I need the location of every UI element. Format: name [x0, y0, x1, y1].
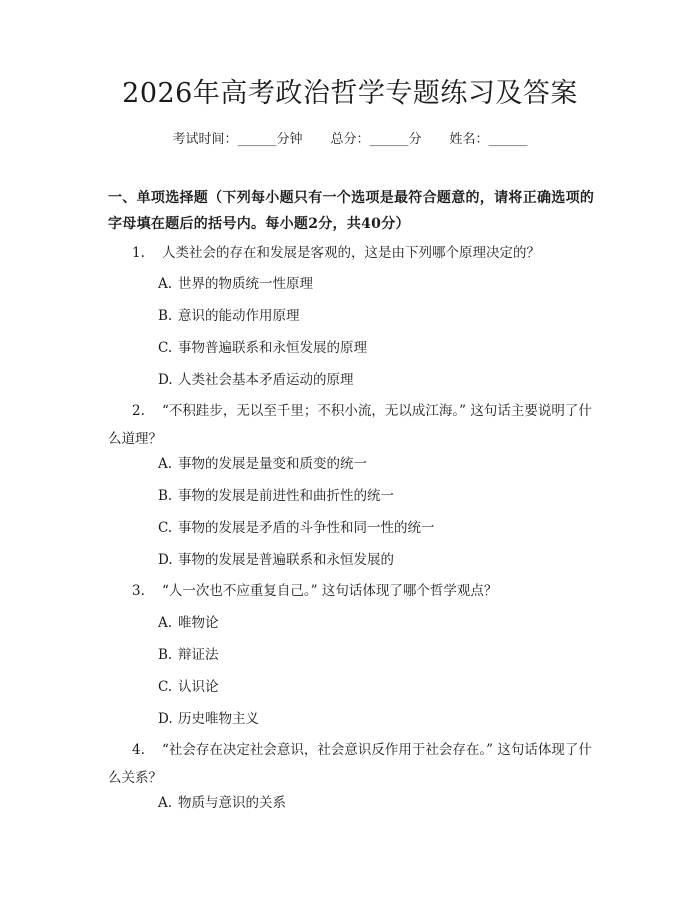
- option-text: 物质与意识的关系: [178, 795, 286, 811]
- question-number: 1.: [132, 245, 145, 261]
- option-d: [158, 550, 394, 570]
- exam-time-field: 考试时间：______分钟: [172, 132, 303, 147]
- option-text: 人类社会基本矛盾运动的原理: [178, 372, 354, 388]
- option-text: 辩证法: [178, 647, 219, 663]
- option-letter: A.: [158, 795, 173, 811]
- option-letter: A.: [158, 615, 173, 631]
- option-letter: C.: [158, 679, 173, 695]
- question-text: “不积跬步，无以至千里；不积小流，无以成江海。” 这句话主要说明了什么道理？: [108, 403, 592, 447]
- question-text: 人类社会的存在和发展是客观的，这是由下列哪个原理决定的？: [162, 245, 540, 261]
- option-text: 事物的发展是量变和质变的统一: [178, 456, 367, 472]
- option-d: [158, 370, 354, 390]
- option-b: [158, 486, 394, 506]
- option-letter: B.: [158, 308, 173, 324]
- option-text: 事物的发展是前进性和曲折性的统一: [178, 488, 394, 504]
- question-text: “社会存在决定社会意识，社会意识反作用于社会存在。” 这句话体现了什么关系？: [108, 742, 592, 786]
- section-heading: 一、单项选择题（下列每小题只有一个选项是最符合题意的，请将正确选项的字母填在题后的括号内。每小题2分，共40分）: [108, 190, 595, 232]
- option-text: 事物普遍联系和永恒发展的原理: [178, 340, 367, 356]
- option-c: [158, 518, 435, 538]
- option-a: [158, 793, 286, 813]
- option-text: 意识的能动作用原理: [178, 308, 300, 324]
- option-a: [158, 274, 313, 294]
- question-number: 4.: [132, 742, 145, 758]
- option-text: 事物的发展是普遍联系和永恒发展的: [178, 552, 394, 568]
- question-number: 3.: [132, 583, 145, 599]
- question-number: 2.: [132, 403, 145, 419]
- option-letter: D.: [158, 552, 173, 568]
- exam-info-row: [0, 130, 700, 150]
- option-text: 历史唯物主义: [178, 711, 259, 727]
- option-letter: C.: [158, 340, 173, 356]
- question-text: “人一次也不应重复自己。” 这句话体现了哪个哲学观点？: [162, 583, 498, 599]
- option-c: [158, 338, 367, 358]
- option-a: [158, 613, 219, 633]
- option-text: 唯物论: [178, 615, 219, 631]
- question-1: [108, 239, 596, 267]
- option-c: [158, 677, 219, 697]
- document-title: 2026年高考政治哲学专题练习及答案: [122, 78, 578, 109]
- option-b: [158, 645, 219, 665]
- option-letter: B.: [158, 647, 173, 663]
- option-text: 认识论: [178, 679, 219, 695]
- total-score-field: 总分：______分: [330, 132, 422, 147]
- option-b: [158, 306, 300, 326]
- option-d: [158, 709, 259, 729]
- option-letter: B.: [158, 488, 173, 504]
- question-4: [108, 736, 596, 792]
- question-2: [108, 397, 596, 453]
- question-3: [108, 577, 596, 605]
- option-letter: D.: [158, 711, 173, 727]
- option-a: [158, 454, 367, 474]
- option-text: 事物的发展是矛盾的斗争性和同一性的统一: [178, 520, 435, 536]
- option-letter: A.: [158, 276, 173, 292]
- student-name-field: 姓名：______: [449, 132, 528, 147]
- option-letter: A.: [158, 456, 173, 472]
- option-letter: D.: [158, 372, 173, 388]
- option-text: 世界的物质统一性原理: [178, 276, 313, 292]
- option-letter: C.: [158, 520, 173, 536]
